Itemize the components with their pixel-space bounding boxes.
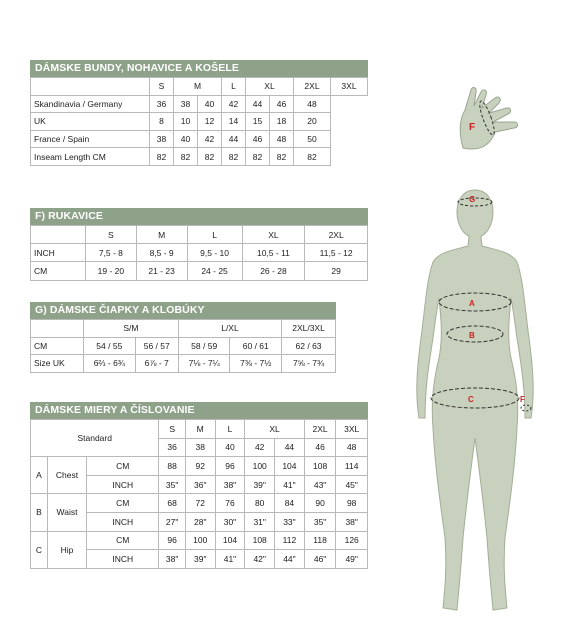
table-hats-title: G) DÁMSKE ČIAPKY A KLOBÚKY — [30, 302, 336, 319]
hand-illustration — [455, 86, 530, 154]
table-measures-section — [30, 402, 368, 569]
table-row: C Hip CM 96 100 104 108 112 118 126 — [31, 531, 368, 550]
table-jackets — [30, 77, 368, 166]
table-hats: S/M L/XL 2XL/3XL CM 54 / 55 56 / 57 58 / 59 60 / 61 62 / 63 Size UK 6⅔ - 6¾ 6⅞ - 7 7⅛ - 7¼ 7⅜ - 7½ 7⅝ - 7¾ — [30, 319, 336, 373]
table-gloves-title: F) RUKAVICE — [30, 208, 368, 225]
table-gloves-section — [30, 208, 368, 281]
table-row: CM 54 / 55 56 / 57 58 / 59 60 / 61 62 / 63 — [31, 337, 336, 355]
table-measures: Standard S M L XL 2XL 3XL 36 38 40 42 44 46 48 A Chest CM 88 92 96 100 104 108 114 INCH 35" 36" 38" 39" 41" 43" 45" B Waist CM 68 72 76 80 84 90 98 INCH 27" 28" 30" 31" 33" 35" 38" C Hip CM 96 100 104 108 112 118 126 INCH 38" 39" 41" 42" 44" 46" 49" — [30, 419, 368, 569]
table-row: INCH 38" 39" 41" 42" 44" 46" 49" — [31, 550, 368, 569]
table-measures-title: DÁMSKE MIERY A ČÍSLOVANIE — [30, 402, 368, 419]
body-label-b: B — [469, 331, 475, 340]
table-row: France / Spain 38 40 42 44 46 48 50 — [31, 130, 368, 148]
size-m: M — [174, 78, 222, 96]
table-row: Skandinavia / Germany 36 38 40 42 44 46 48 — [31, 95, 368, 113]
table-row: UK 8 10 12 14 15 18 20 — [31, 113, 368, 131]
table-jackets-section — [30, 60, 368, 166]
table-row: INCH 27" 28" 30" 31" 33" 35" 38" — [31, 512, 368, 531]
size-l: L — [222, 78, 246, 96]
body-label-c: C — [468, 395, 474, 404]
table-row: Size UK 6⅔ - 6¾ 6⅞ - 7 7⅛ - 7¼ 7⅜ - 7½ 7⅝ - 7¾ — [31, 355, 336, 373]
size-xl: XL — [246, 78, 294, 96]
table-row: INCH 7,5 - 8 8,5 - 9 9,5 - 10 10,5 - 11 11,5 - 12 — [31, 244, 368, 262]
size-3xl: 3XL — [330, 78, 367, 96]
hand-label-f: F — [469, 122, 476, 133]
table-row: A Chest CM 88 92 96 100 104 108 114 — [31, 457, 368, 476]
size-s: S — [150, 78, 174, 96]
table-row: Inseam Length CM 82 82 82 82 82 82 82 — [31, 148, 368, 166]
table-row: INCH 35" 36" 38" 39" 41" 43" 45" — [31, 475, 368, 494]
size-2xl-b: 2XL — [294, 78, 331, 96]
body-label-f: F — [520, 395, 525, 404]
table-row: CM 19 - 20 21 - 23 24 - 25 26 - 28 29 — [31, 262, 368, 280]
table-row: B Waist CM 68 72 76 80 84 90 98 — [31, 494, 368, 513]
table-jackets-title: DÁMSKE BUNDY, NOHAVICE A KOŠELE — [30, 60, 368, 77]
table-gloves: S M L XL 2XL INCH 7,5 - 8 8,5 - 9 9,5 - 10 10,5 - 11 11,5 - 12 CM 19 - 20 21 - 23 24 - 25 26 - 28 29 — [30, 225, 368, 281]
body-label-g: G — [469, 195, 476, 204]
body-label-a: A — [469, 299, 475, 308]
table-hats-section — [30, 302, 336, 373]
body-illustration — [405, 188, 545, 618]
